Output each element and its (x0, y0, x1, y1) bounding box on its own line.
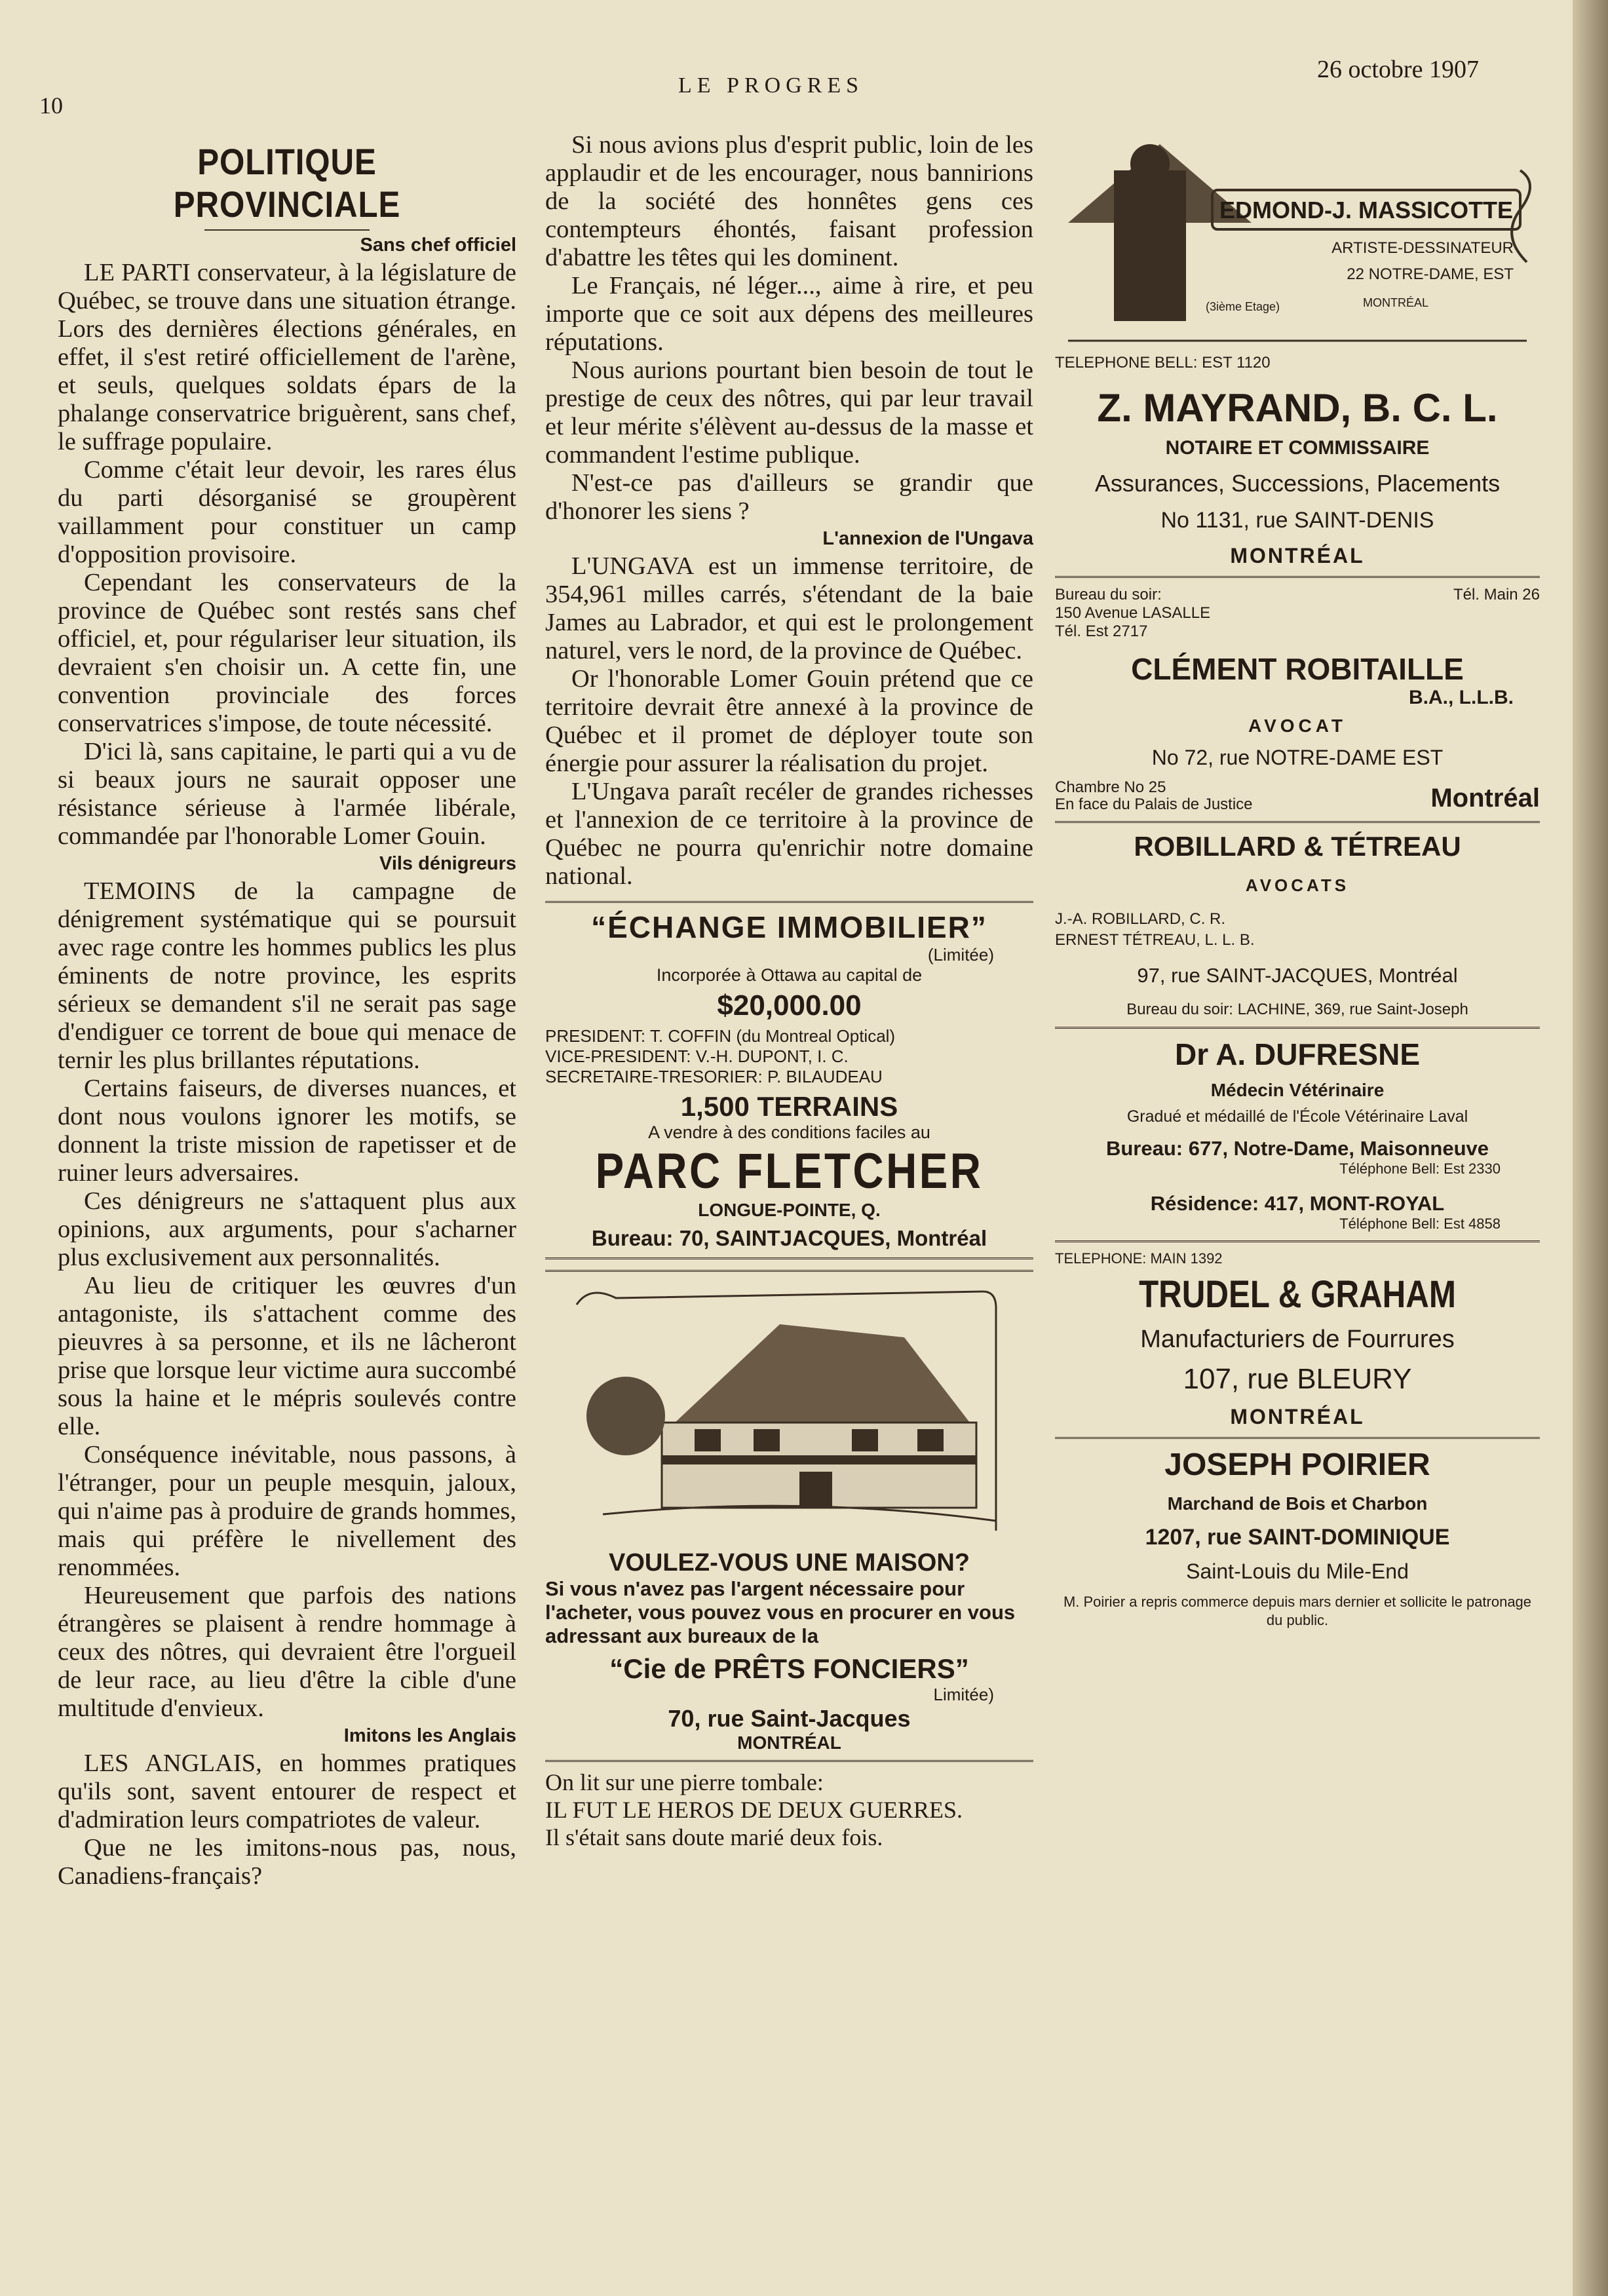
paragraph: LES ANGLAIS, en hommes pratiques qu'ils sont, savent entourer de respect et d'admiration leurs compatriotes de valeur. (58, 1750, 516, 1833)
subheading: L'annexion de l'Ungava (822, 528, 1033, 549)
ad-evening (1055, 586, 1210, 641)
page-edge (1573, 0, 1608, 2296)
ad-incorp: Incorporée à Ottawa au capital de (656, 965, 923, 985)
ad-address: 22 NOTRE-DAME, EST (1347, 265, 1514, 283)
ad-city: Saint-Louis du Mile-End (1186, 1559, 1409, 1583)
ad-line: Tél. Est 2717 (1055, 622, 1148, 640)
ad-address: 70, rue Saint-Jacques (668, 1705, 911, 1732)
paragraph: Conséquence inévitable, nous passons, à l'étranger, pour un peuple mesquin, jaloux, qui n'aime pas à produire de grands hommes, mais qui préfère le nivellement des renommées. (58, 1441, 516, 1581)
tombstone-joke (545, 1769, 1033, 1851)
ad-title: Manufacturiers de Fourrures (1140, 1326, 1455, 1353)
ad-address: 107, rue BLEURY (1183, 1363, 1412, 1395)
paragraph: Ces dénigreurs ne s'attaquent plus aux opinions, aux arguments, pour s'acharner plus exclusivement aux personnalités. (58, 1187, 516, 1271)
paragraph: Heureusement que parfois des nations étrangères se plaisent à rendre hommage à ceux des nôtres, qui devraient être l'orgueil de leur race, au lieu d'être la cible d'une multitude d'envieux. (58, 1582, 516, 1722)
paragraph: Comme c'était leur devoir, les rares élus du parti désorganisé se groupèrent vaillamment pour constituer un camp d'opposition provisoire. (58, 456, 516, 568)
ad-bureau: Bureau: 70, SAINTJACQUES, Montréal (591, 1226, 987, 1250)
ad-city: MONTRÉAL (1362, 296, 1428, 309)
ad-residence: Résidence: 417, MONT-ROYAL (1150, 1192, 1445, 1215)
ad-evening: Bureau du soir: LACHINE, 369, rue Saint-Joseph (1126, 1001, 1468, 1018)
subheading: Sans chef officiel (360, 235, 516, 256)
ad-massicotte (1055, 92, 1540, 354)
ad-name: “ÉCHANGE IMMOBILIER” (591, 910, 987, 944)
ad-robillard (1055, 831, 1540, 1019)
ad-line: Bureau du soir: (1055, 586, 1162, 603)
ad-title: NOTAIRE ET COMMISSAIRE (1165, 437, 1430, 459)
paragraph: Cependant les conservateurs de la province de Québec sont restés sans chef officiel, et, pour régulariser leur situation, ils devraient s'en choisir un. A cette fin, une convention provinciale des forces conservatrices s'impose, de toute nécessité. (58, 569, 516, 737)
ad-headline: VOULEZ-VOUS UNE MAISON? (608, 1549, 970, 1577)
ad-limitee: Limitée) (933, 1685, 994, 1704)
ad-mayrand (1055, 354, 1540, 568)
column-ads (1055, 92, 1540, 1630)
paragraph: N'est-ce pas d'ailleurs se grandir que d'honorer les siens ? (545, 469, 1033, 525)
ad-city: MONTRÉAL (1230, 544, 1365, 567)
ad-note: M. Poirier a repris commerce depuis mars dernier et sollicite le patronage du public. (1063, 1594, 1532, 1628)
ad-capital: $20,000.00 (717, 989, 862, 1022)
ad-tel: Téléphone Bell: Est 2330 (1339, 1160, 1501, 1177)
ad-echange-immobilier (545, 901, 1033, 1259)
ad-name: Dr A. DUFRESNE (1175, 1037, 1420, 1071)
paragraph: Nous aurions pourtant bien besoin de tout le prestige de ceux des nôtres, qui par leur travail et leur mérite s'élèvent au-dessus de la masse et commandent l'estime publique. (545, 356, 1033, 469)
ad-president: PRESIDENT: T. COFFIN (du Montreal Optical) (545, 1026, 896, 1046)
subheading: Imitons les Anglais (343, 1725, 516, 1746)
ad-line: 150 Avenue LASALLE (1055, 604, 1211, 622)
ad-grad: Gradué et médaillé de l'École Vétérinaire Laval (1126, 1107, 1468, 1126)
ad-city: MONTRÉAL (737, 1732, 841, 1753)
masthead: LE PROGRES (678, 73, 864, 98)
ad-parc: PARC FLETCHER (595, 1143, 984, 1199)
ad-name: JOSEPH POIRIER (1164, 1447, 1430, 1482)
ad-name: EDMOND-J. MASSICOTTE (1219, 197, 1513, 223)
ad-title: Marchand de Bois et Charbon (1167, 1493, 1428, 1514)
ad-degrees: B.A., L.L.B. (1409, 687, 1514, 708)
issue-date: 26 octobre 1907 (1317, 56, 1479, 83)
ad-address: No 72, rue NOTRE-DAME EST (1151, 746, 1444, 769)
ad-chambre (1055, 779, 1253, 813)
joke-line: IL FUT LE HEROS DE DEUX GUERRES. (545, 1797, 963, 1823)
ad-role: ARTISTE-DESSINATEUR (1331, 239, 1514, 257)
paragraph: D'ici là, sans capitaine, le parti qui a vu de si beaux jours ne saurait opposer une résistance sérieuse à l'armée libérale, commandée par l'honorable Lomer Gouin. (58, 738, 516, 850)
ad-line: Chambre No 25 (1055, 778, 1166, 796)
ad-tel: TELEPHONE BELL: EST 1120 (1055, 354, 1271, 372)
paragraph: L'Ungava paraît recéler de grandes richesses et l'annexion de ce territoire à la province de Québec ne pourra qu'enrichir notre domaine national. (545, 778, 1033, 890)
paragraph: Au lieu de critiquer les œuvres d'un antagoniste, ils s'attachent comme des pieuvres à sa personne, et ils ne lâcheront prise que lorsque leur victime aura succombé sous la haine et le mépris soulevés contre elle. (58, 1272, 516, 1440)
ad-city: Montréal (1430, 784, 1540, 813)
ad-dufresne (1055, 1037, 1540, 1233)
ad-name: CLÉMENT ROBITAILLE (1131, 652, 1464, 686)
ad-secretaire: SECRETAIRE-TRESORIER: P. BILAUDEAU (545, 1067, 883, 1086)
ad-bureau: Bureau: 677, Notre-Dame, Maisonneuve (1105, 1137, 1489, 1160)
ad-prets-fonciers (545, 1270, 1033, 1762)
ad-limitee: (Limitée) (927, 945, 994, 965)
ad-floor: (3ième Etage) (1206, 300, 1280, 313)
ad-city: MONTRÉAL (1230, 1405, 1365, 1428)
ad-address: No 1131, rue SAINT-DENIS (1160, 508, 1434, 533)
ad-address: 1207, rue SAINT-DOMINIQUE (1145, 1525, 1450, 1550)
ad-robitaille (1055, 586, 1540, 813)
ad-company: “Cie de PRÊTS FONCIERS” (609, 1653, 969, 1684)
paragraph: TEMOINS de la campagne de dénigrement systématique qui se poursuit avec rage contre les hommes publics les plus éminents de notre province, les esprits sérieux se demandent s'il ne serait pas sage d'endiguer ce torrent de boue qui menace de ternir les plus brillantes réputations. (58, 877, 516, 1074)
ad-title: AVOCATS (1245, 875, 1350, 895)
column-middle (545, 131, 1033, 1851)
paragraph: LE PARTI conservateur, à la législature de Québec, se trouve dans une situation étrange. Lors des dernières élections générales, en effet, il s'est retiré officiellement de l'arène, et seuls, quelques soldats épars de la phalange conservatrice briguèrent, sans chef, le suffrage populaire. (58, 259, 516, 455)
ad-tel: Téléphone Bell: Est 4858 (1339, 1215, 1501, 1232)
paragraph: Le Français, né léger..., aime à rire, et peu importe que ce soit aux dépens des meilleures réputations. (545, 272, 1033, 356)
ad-tel: TELEPHONE: MAIN 1392 (1055, 1250, 1223, 1267)
ad-name: Z. MAYRAND, B. C. L. (1097, 386, 1498, 430)
ad-tel: Tél. Main 26 (1453, 586, 1540, 603)
article-title: POLITIQUE PROVINCIALE (173, 141, 401, 225)
ad-partners (1055, 909, 1540, 951)
paragraph: Certains faiseurs, de diverses nuances, et dont nous voulons ignorer les motifs, se donnent la triste mission de rapetisser et de ruiner leurs adversaires. (58, 1075, 516, 1187)
paragraph: Si nous avions plus d'esprit public, loin de les applaudir et de les encourager, nous bannirions de la société des honnêtes gens ces contempteurs éhontés, faisant profession d'abattre les têtes qui les dominent. (545, 131, 1033, 271)
ad-title: Médecin Vétérinaire (1210, 1080, 1385, 1100)
subheading: Vils dénigreurs (379, 853, 516, 874)
ad-name: ROBILLARD & TÉTREAU (1134, 831, 1461, 862)
paragraph: Que ne les imitons-nous pas, nous, Canadiens-français? (58, 1834, 516, 1890)
ad-line: ERNEST TÉTREAU, L. L. B. (1055, 931, 1255, 949)
ad-vice: VICE-PRESIDENT: V.-H. DUPONT, I. C. (545, 1046, 849, 1066)
ad-title: AVOCAT (1248, 716, 1347, 736)
joke-line: Il s'était sans doute marié deux fois. (545, 1824, 883, 1850)
ad-services: Assurances, Successions, Placements (1094, 470, 1501, 497)
ad-address: 97, rue SAINT-JACQUES, Montréal (1137, 964, 1458, 987)
page-number: 10 (39, 92, 63, 119)
ad-lieu: LONGUE-POINTE, Q. (698, 1200, 881, 1220)
paragraph: Or l'honorable Lomer Gouin prétend que ce territoire devrait être annexé à la province de Québec et il promet de déployer toute son énergie pour assurer la réalisation du projet. (545, 665, 1033, 777)
ad-poirier (1055, 1447, 1540, 1630)
ad-line: En face du Palais de Justice (1055, 795, 1253, 813)
ad-text: Si vous n'avez pas l'argent nécessaire pour l'acheter, vous pouvez vous en procurer en vous adressant aux bureaux de la (545, 1577, 1016, 1647)
column-politics (58, 131, 516, 1890)
ad-line: J.-A. ROBILLARD, C. R. (1055, 910, 1226, 928)
ad-trudel (1055, 1250, 1540, 1429)
paragraph: L'UNGAVA est un immense territoire, de 354,961 milles carrés, s'étendant de la baie James au Labrador, et qui est le prolongement naturel, vers le nord, de la province de Québec. (545, 552, 1033, 664)
ad-vendre: A vendre à des conditions faciles au (648, 1122, 930, 1142)
house-illustration (564, 1278, 1016, 1540)
ad-terrains: 1,500 TERRAINS (680, 1091, 898, 1122)
ad-name: TRUDEL & GRAHAM (1139, 1273, 1456, 1316)
joke-line: On lit sur une pierre tombale: (545, 1769, 824, 1795)
